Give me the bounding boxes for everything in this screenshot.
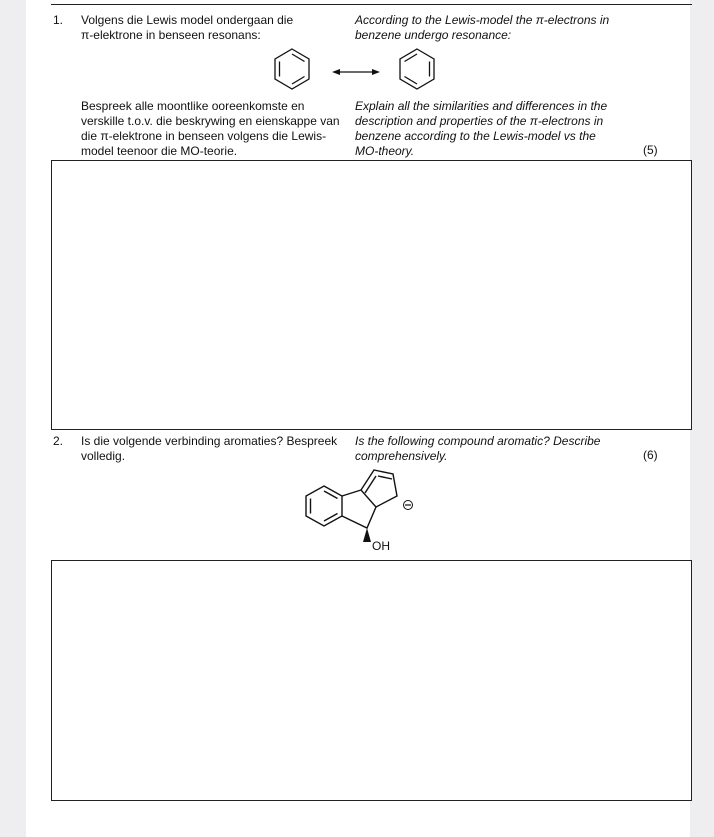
q1-english-intro: According to the Lewis-model the π-electrons in benzene undergo resonance: <box>355 13 610 42</box>
benzene-resonance-diagram <box>266 44 446 104</box>
q2-english-question: Is the following compound aromatic? Describe comprehensively. <box>355 434 601 463</box>
benzene-kekule-2 <box>400 49 434 89</box>
indenyl-anion-structure <box>301 462 431 557</box>
q1-english-question: Explain all the similarities and differences in the description and properties of the π-electrons in benzene according to the Lewis-model vs the MO-theory. <box>355 99 608 158</box>
q2-number: 2. <box>53 434 64 448</box>
top-rule <box>51 4 692 5</box>
benzene-ring <box>306 486 342 526</box>
wedge-bond <box>363 528 371 542</box>
benzene-kekule-1 <box>275 49 309 89</box>
central-five-ring <box>342 490 376 528</box>
q2-afrikaans-question: Is die volgende verbinding aromaties? Bespreek volledig. <box>81 434 338 463</box>
q2-marks: (6) <box>643 448 658 462</box>
q1-afrikaans-question: Bespreek alle moontlike ooreenkomste en verskille t.o.v. die beskrywing en eienskappe van die π-elektrone in benseen volgens die Lewis- model teenoor die MO-teorie. <box>81 99 340 158</box>
q1-number: 1. <box>53 13 64 27</box>
q1-afrikaans-intro: Volgens die Lewis model ondergaan die π-elektrone in benseen resonans: <box>81 13 294 42</box>
resonance-arrow <box>332 69 380 75</box>
oh-label: OH <box>372 539 390 553</box>
q2-answer-box[interactable] <box>51 560 692 801</box>
q1-marks: (5) <box>643 143 658 157</box>
page <box>26 0 690 837</box>
q1-answer-box[interactable] <box>51 160 692 430</box>
